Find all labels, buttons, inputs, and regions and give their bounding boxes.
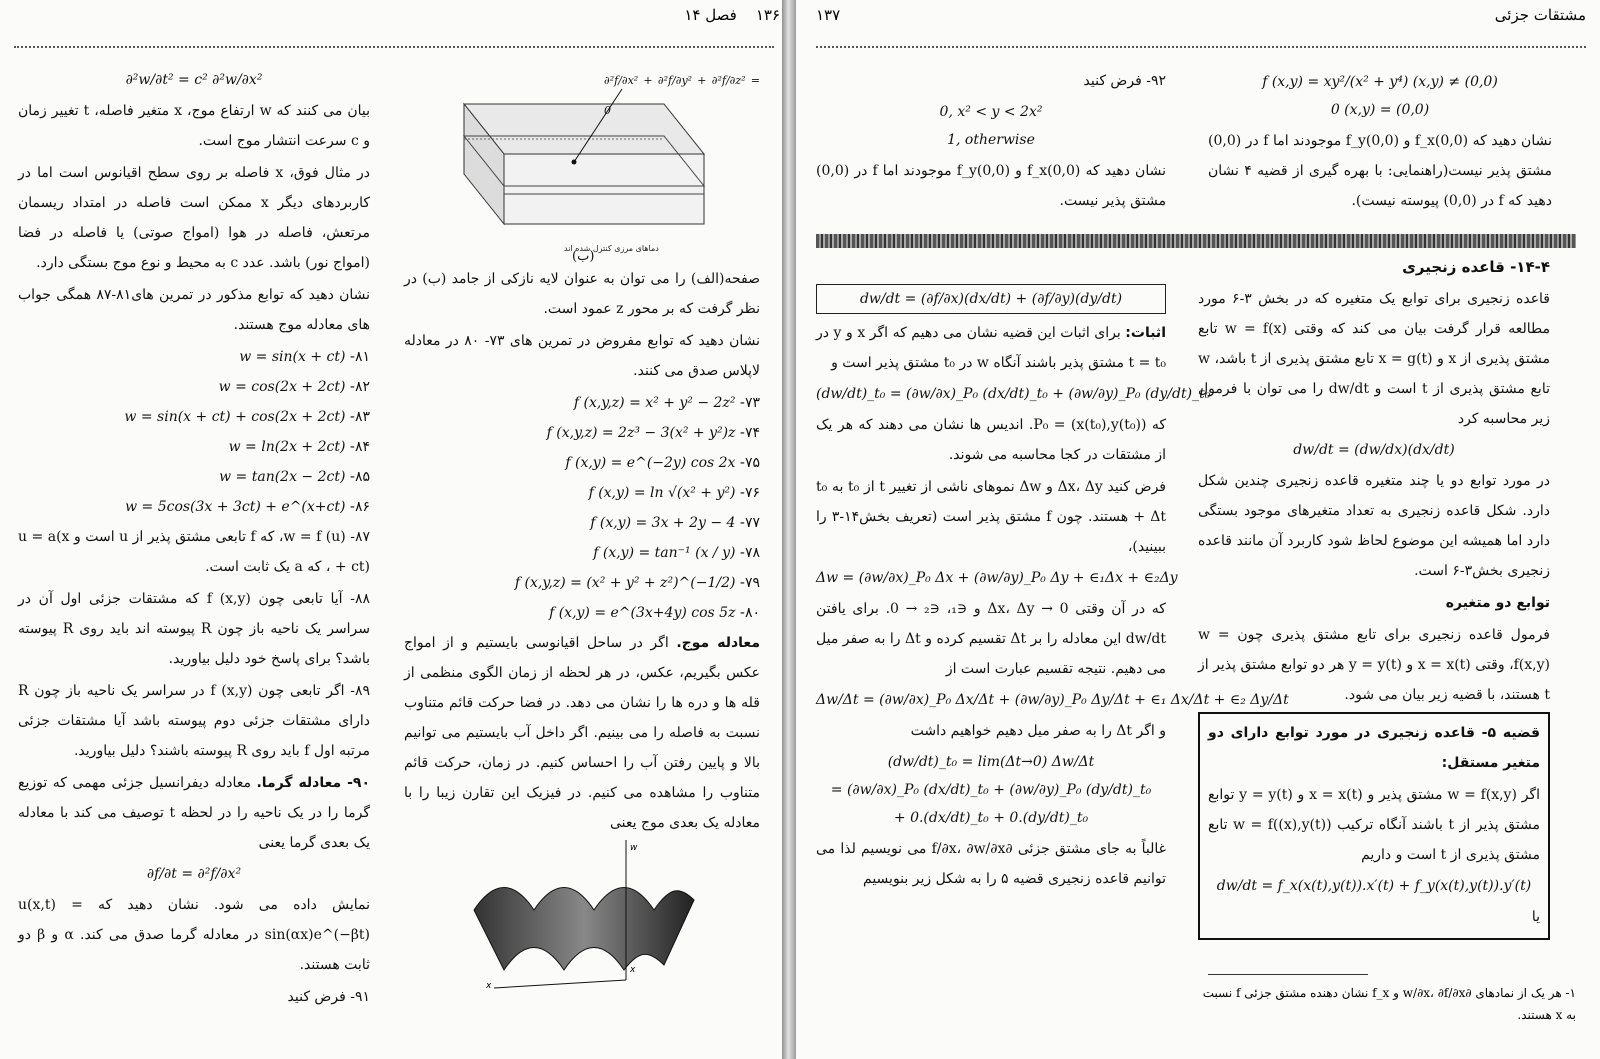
exercise-expression: w = 5cos(3x + 3ct) + e^(x+ct)	[125, 499, 346, 515]
exercise-number: -۷۹	[739, 575, 760, 591]
svg-text:x: x	[630, 965, 636, 975]
exercise-91: ۹۱- فرض کنید	[287, 989, 370, 1005]
exercise-item	[404, 538, 760, 568]
exercise-top-right	[1208, 66, 1552, 218]
right-page	[796, 0, 1600, 1059]
exercise-number: -۸۰	[739, 605, 760, 621]
proof-paragraph-3: فرض کنید Δx، Δy و Δw نموهای ناشی از تغییر t از t₀ به t₀ + Δt هستند. چون f مشتق پذیر است (تعریف بخش۱۴-۳ را ببینید)،	[816, 479, 1167, 555]
piecewise-line-2: 0 (x,y) = (0,0)	[1330, 102, 1430, 118]
chain-rule-intro: قاعده زنجیری برای توابع یک متغیره که در بخش ۳-۶ مورد مطالعه قرار گرفت بیان می کند که وقتی w = f(x) تابع مشتق پذیری از x و x = g(t) تابع مشتق پذیری از t باشد، w تابع مشتق پذیری از t است و dw/dt را می توان با فرمول زیر محاسبه کرد	[1198, 291, 1550, 427]
exercise-item	[18, 432, 370, 462]
proof-equation-6: + 0.(dx/dt)_t₀ + 0.(dy/dt)_t₀	[893, 810, 1089, 826]
proof-paragraph-5: و اگر Δt را به صفر میل دهیم خواهیم داشت	[910, 723, 1166, 739]
wave-heading: معادله موج.	[676, 635, 760, 651]
wave-equation: ∂²w/∂t² = c² ∂²w/∂x²	[125, 72, 263, 88]
theorem-5-box	[1198, 712, 1550, 940]
heat-solution-paragraph: نمایش داده می شود. نشان دهید که u(x,t) = sin(αx)e^(−βt) در معادله گرما صدق می کند. α و β دو ثابت هستند.	[18, 897, 370, 973]
page-number: ۱۳۶	[755, 6, 780, 24]
section-divider-band	[816, 234, 1576, 248]
theorem-5-equation: dw/dt = f_x(x(t),y(t)).x′(t) + f_y(x(t),y(t)).y′(t)	[1216, 878, 1532, 894]
right-page-title: مشتقات جزئی	[1494, 6, 1586, 24]
left-page-right-column	[404, 64, 760, 990]
exercise-number: -۸۱	[349, 349, 370, 365]
proof-paragraph-1	[816, 318, 1166, 378]
exercise-number: -۸۲	[349, 379, 370, 395]
wave-exercise-instruction: نشان دهید که توابع مذکور در تمرین های۸۱-۸۷ همگی جواب های معادله موج هستند.	[18, 287, 371, 333]
subsection-title: توابع دو متغیره	[1445, 595, 1550, 611]
figure-b-caption: (ب)	[572, 249, 595, 264]
exercise-92-heading: ۹۲- فرض کنید	[1083, 73, 1166, 89]
exercise-expression: w = cos(2x + 2ct)	[218, 379, 346, 395]
two-variable-intro: فرمول قاعده زنجیری برای تابع مشتق پذیری چون w = f(x,y)، وقتی x = x(t) و y = y(t) هر دو توابع مشتق پذیر از t هستند، با قضیه زیر بیان می شود.	[1198, 627, 1550, 703]
multivariable-intro: در مورد توابع دو یا چند متغیره قاعده زنجیری چندین شکل دارد. شکل قاعده زنجیری به تعداد متغیرهای موجود بستگی دارد اما همیشه این موضوع لحاظ شود کاربرد آن مانند قاعده زنجیری بخش۳-۶ است.	[1198, 473, 1550, 579]
section-title: ۱۴-۴- قاعده زنجیری	[1402, 258, 1550, 276]
exercise-expression: w = sin(x + ct)	[239, 349, 346, 365]
exercise-number: -۸۶	[349, 499, 370, 515]
wave-equation-paragraph	[404, 628, 760, 838]
exercise-90	[18, 768, 370, 858]
exercise-expression: f (x,y,z) = 2z³ − 3(x² + y²)z	[546, 425, 736, 441]
exercise-number: -۸۳	[349, 409, 370, 425]
left-page-header	[640, 6, 780, 24]
exercise-number: -۷۸	[739, 545, 760, 561]
exercise-item	[404, 508, 760, 538]
exercise-item	[18, 402, 370, 432]
exercise-expression: f (x,y) = ln √(x² + y²)	[588, 485, 736, 501]
footnote-rule	[1208, 974, 1368, 975]
heat-equation: ∂f/∂t = ∂²f/∂x²	[146, 866, 242, 882]
wave-exercise-list	[18, 342, 370, 522]
exercise-expression: f (x,y) = e^(−2y) cos 2x	[565, 455, 736, 471]
wave-surface-drawing	[404, 840, 760, 990]
proof-equation-4: (dw/dt)_t₀ = lim(Δt→0) Δw/Δt	[887, 754, 1095, 770]
exercise-expression: w = sin(x + ct) + cos(2x + 2ct)	[124, 409, 346, 425]
exercise-number: -۷۶	[739, 485, 760, 501]
figure-b-boundary-label: دماهای مرزی کنترل شده اند	[564, 244, 659, 253]
exercise-expression: f (x,y,z) = x² + y² − 2z²	[573, 395, 736, 411]
right-page-number: ۱۳۷	[816, 6, 841, 24]
single-variable-chain-rule: dw/dt = (dw/dx)(dx/dt)	[1293, 442, 1455, 458]
proof-column	[816, 280, 1289, 896]
header-rule	[816, 46, 1586, 48]
exercise-item	[18, 492, 370, 522]
exercise-item	[404, 568, 760, 598]
exercise-item	[404, 598, 760, 628]
exercise-number: -۸۴	[349, 439, 370, 455]
heat-text: معادله دیفرانسیل جزئی مهمی که توزیع گرما را در یک ناحیه را در لحظه t توصیف می کند با معادله یک بعدی گرما یعنی	[18, 775, 370, 851]
exercise-item	[404, 388, 760, 418]
svg-text:w: w	[630, 843, 638, 853]
book-gutter	[782, 0, 796, 1059]
exercise-87: ۸۷- w = f (u)، که f تابعی مشتق پذیر از u است و u = a(x + ct) ، که a یک ثابت است.	[18, 529, 370, 575]
exercise-item	[404, 448, 760, 478]
footnote: ۱- هر یک از نمادهای ∂w/∂x، ∂f/∂x و f_x نشان دهنده مشتق جزئی f نسبت به x هستند.	[1202, 986, 1576, 1022]
left-page-left-column	[18, 64, 370, 1014]
laplace-instruction: نشان دهید که توابع مفروض در تمرین های ۷۳- ۸۰ در معادله لاپلاس صدق می کنند.	[404, 333, 761, 379]
exercise-item	[18, 462, 370, 492]
theorem-5-text: اگر w = f(x,y) مشتق پذیر و x = x(t) و y = y(t) توابع مشتق پذیر از t باشند آنگاه ترکیب w = f((x),y(t)) تابع مشتق پذیری از t است و داریم	[1208, 787, 1540, 863]
proof-equation-3: Δw/Δt = (∂w/∂x)_P₀ Δx/Δt + (∂w/∂y)_P₀ Δy/Δt + ∈₁ Δx/Δt + ∈₂ Δy/Δt	[816, 692, 1289, 708]
proof-equation-1: (dw/dt)_t₀ = (∂w/∂x)_P₀ (dx/dt)_t₀ + (∂w/∂y)_P₀ (dy/dt)_t₀	[816, 386, 1211, 402]
proof-paragraph-2: که P₀ = (x(t₀),y(t₀)). اندیس ها نشان می دهند که هر یک از مشتقات در کجا محاسبه می شوند.	[816, 417, 1167, 463]
theorem-5-title: قضیه ۵- قاعده زنجیری در مورد توابع دارای دو متغیر مستقل:	[1208, 725, 1541, 771]
proof-paragraph-4: که در آن وقتی Δx، Δy → 0 و ∈₁، ∈₂ → 0. برای یافتن dw/dt این معادله را بر Δt تقسیم کرده و Δt را به صفر میل می دهیم. نتیجه تقسیم عبارت است از	[816, 601, 1166, 677]
exercise-92-case-2: 1, otherwise	[947, 132, 1035, 148]
wave-variables-paragraph: بیان می کنند که w ارتفاع موج، x متغیر فاصله، t تغییر زمان و c سرعت انتشار موج است.	[18, 103, 370, 149]
proof-text-1: برای اثبات این قضیه نشان می دهیم که اگر x و y در t = t₀ مشتق پذیر باشند آنگاه w در t₀ مشتق پذیر است و	[816, 325, 1166, 371]
svg-text:x: x	[486, 981, 492, 991]
chapter-label: فصل ۱۴	[684, 6, 737, 24]
wave-text: اگر در ساحل اقیانوسی بایستیم و از امواج عکس بگیریم، عکس، در هر لحظه از زمان الگوی منظمی از قله ها و دره ها را نشان می دهد. در فضا حرکت قائم متناوب نسبت به فاصله را می بینیم. اگر داخل آب بایستیم می توانیم بالا و پایین رفتن آب را احساس کنیم. در زمان، حرکت قائم متناوب را مشاهده می کنیم. در فیزیک این تقارن زیبا را با معادله یک بعدی موج یعنی	[404, 635, 760, 831]
exercise-88: ۸۸- آیا تابعی چون f (x,y) که مشتقات جزئی اول آن در سراسر یک ناحیه باز چون R پیوسته اند باید روی R پیوسته باشد؟ برای پاسخ خود دلیل بیاورید.	[18, 591, 371, 667]
exercise-number: -۷۳	[739, 395, 760, 411]
exercise-item	[404, 478, 760, 508]
laplace-exercise-list	[404, 388, 760, 628]
exercise-item	[18, 342, 370, 372]
header-rule	[14, 46, 774, 48]
exercise-89: ۸۹- اگر تابعی چون f (x,y) در سراسر یک ناحیه باز چون R دارای مشتقات جزئی دوم پیوسته باشد آیا مشتقات جزئی مرتبه اول f باید روی R پیوسته باشند؟ دلیل بیاورید.	[18, 683, 370, 759]
exercise-expression: f (x,y,z) = (x² + y² + z²)^(−1/2)	[514, 575, 736, 591]
exercise-item	[404, 418, 760, 448]
exercise-92-text: نشان دهید که f_x(0,0) و f_y(0,0) موجودند اما f در (0,0) مشتق پذیر نیست.	[816, 163, 1166, 209]
exercise-92-case-1: 0, x² < y < 2x²	[939, 104, 1043, 120]
proof-equation-2: Δw = (∂w/∂x)_P₀ Δx + (∂w/∂y)_P₀ Δy + ∈₁Δx + ∈₂Δy	[816, 570, 1178, 586]
exercise-item	[18, 372, 370, 402]
figure-b	[404, 64, 760, 264]
figure-b-equation: ∂²f/∂x² + ∂²f/∂y² + ∂²f/∂z² = 0	[604, 74, 760, 117]
exercise-expression: w = ln(2x + 2ct)	[228, 439, 346, 455]
boxed-chain-rule: dw/dt = (∂f/∂x)(dx/dt) + (∂f/∂y)(dy/dt)	[816, 284, 1166, 314]
proof-heading: اثبات:	[1125, 325, 1166, 341]
exercise-92	[816, 66, 1166, 218]
figure-b-description: صفحه(الف) را می توان به عنوان لایه نازکی از جامد (ب) در نظر گرفت که بر محور z عمود است.	[404, 271, 760, 317]
exercise-number: -۸۵	[349, 469, 370, 485]
exercise-expression: f (x,y) = e^(3x+4y) cos 5z	[549, 605, 736, 621]
exercise-number: -۷۵	[739, 455, 760, 471]
theorem-5-or: یا	[1531, 909, 1540, 925]
chain-rule-column	[1198, 252, 1550, 940]
heat-heading: ۹۰- معادله گرما.	[256, 775, 370, 791]
proof-equation-5: = (∂w/∂x)_P₀ (dx/dt)_t₀ + (∂w/∂y)_P₀ (dy/dt)_t₀	[830, 782, 1152, 798]
left-page	[0, 0, 782, 1059]
piecewise-line-1: f (x,y) = xy²/(x² + y⁴) (x,y) ≠ (0,0)	[1262, 74, 1498, 90]
wave-applications-paragraph: در مثال فوق، x فاصله بر روی سطح اقیانوس است اما در کاربردهای دیگر x ممکن است فاصله در امتداد ریسمان مرتعش، فاصله در هوا (امواج صوتی) یا فاصله در فضا (امواج نور) باشد. عدد c به محیط و نوع موج بستگی دارد.	[18, 165, 371, 271]
exercise-expression: f (x,y) = 3x + 2y − 4	[590, 515, 736, 531]
proof-paragraph-6: غالباً به جای مشتق جزئی ∂f/∂x، ∂w/∂x می نویسیم لذا می توانیم قاعده زنجیری قضیه ۵ را به شکل زیر بنویسیم	[816, 841, 1167, 887]
exercise-top-right-text: نشان دهید که f_x(0,0) و f_y(0,0) موجودند اما f در (0,0) مشتق پذیر نیست(راهنمایی: با بهره گیری از قضیه ۴ نشان دهید که f در (0,0) پیوسته نیست).	[1208, 133, 1552, 209]
wave-figure	[404, 840, 760, 990]
exercise-expression: f (x,y) = tan⁻¹ (x / y)	[593, 545, 736, 561]
exercise-number: -۷۴	[739, 425, 760, 441]
exercise-expression: w = tan(2x − 2ct)	[219, 469, 346, 485]
exercise-number: -۷۷	[739, 515, 760, 531]
